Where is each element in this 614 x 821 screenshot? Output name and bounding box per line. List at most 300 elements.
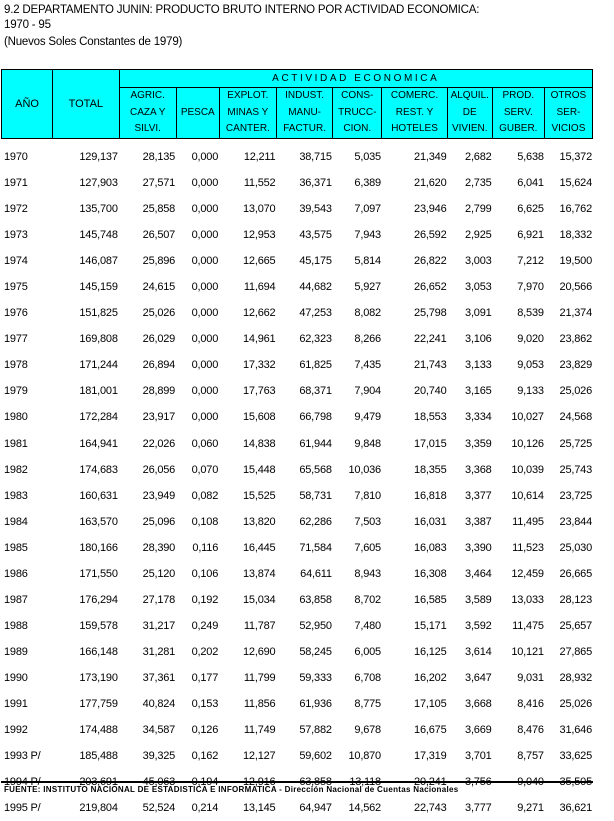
header-column <box>219 88 276 139</box>
value-cell: 16,585 <box>414 593 447 606</box>
value-cell: 23,844 <box>559 515 592 528</box>
table-row <box>1 144 593 170</box>
value-cell: 159,578 <box>79 619 118 632</box>
table-row <box>1 326 593 352</box>
header-column-line: HOTELES <box>391 123 438 134</box>
value-cell: 20,740 <box>414 385 447 398</box>
value-cell: 146,087 <box>79 255 118 268</box>
value-cell: 13,874 <box>243 567 276 580</box>
value-cell: 13,820 <box>243 515 276 528</box>
year-cell: 1988 <box>4 619 28 632</box>
table-row <box>1 222 593 248</box>
value-cell: 28,123 <box>559 593 592 606</box>
value-cell: 12,665 <box>243 255 276 268</box>
value-cell: 164,941 <box>79 437 118 450</box>
value-cell: 31,281 <box>142 645 176 658</box>
value-cell: 3,647 <box>465 671 492 684</box>
value-cell: 0,153 <box>191 698 219 710</box>
value-cell: 26,507 <box>142 229 176 242</box>
value-cell: 12,690 <box>243 645 276 658</box>
value-cell: 6,921 <box>517 229 544 242</box>
value-cell: 10,870 <box>348 750 381 763</box>
value-cell: 21,349 <box>414 151 447 164</box>
value-cell: 40,824 <box>142 698 176 710</box>
value-cell: 8,757 <box>517 750 544 763</box>
header-column-line: VICIOS <box>551 123 586 134</box>
value-cell: 0,177 <box>191 671 219 684</box>
header-column <box>447 88 492 139</box>
value-cell: 172,284 <box>79 411 118 424</box>
value-cell: 12,211 <box>243 151 276 164</box>
value-cell: 31,646 <box>559 724 592 737</box>
value-cell: 64,947 <box>299 802 332 815</box>
value-cell: 0,000 <box>191 359 219 372</box>
value-cell: 39,325 <box>142 750 176 763</box>
value-cell: 11,523 <box>512 541 544 554</box>
header-column-line: TRUCC- <box>338 106 377 118</box>
table-row <box>1 170 593 196</box>
value-cell: 0,000 <box>191 203 219 216</box>
header-column-line: OTROS <box>550 90 587 101</box>
value-cell: 2,925 <box>465 229 492 242</box>
value-cell: 61,825 <box>299 359 332 372</box>
year-cell: 1979 <box>4 385 28 398</box>
value-cell: 15,448 <box>243 463 276 476</box>
value-cell: 3,165 <box>465 385 492 398</box>
value-cell: 25,026 <box>559 385 592 398</box>
value-cell: 36,621 <box>559 802 592 815</box>
value-cell: 15,171 <box>414 619 447 632</box>
value-cell: 2,735 <box>465 177 492 190</box>
value-cell: 22,241 <box>414 333 447 346</box>
value-cell: 0,000 <box>191 411 219 424</box>
header-column-line: AGRIC. <box>130 90 165 101</box>
value-cell: 11,552 <box>243 177 276 190</box>
value-cell: 7,435 <box>354 359 381 372</box>
value-cell: 5,814 <box>354 255 381 268</box>
value-cell: 21,374 <box>559 307 592 320</box>
value-cell: 11,475 <box>512 619 544 632</box>
year-cell: 1977 <box>4 333 28 346</box>
header-column-line: SERV. <box>503 106 533 118</box>
value-cell: 3,390 <box>465 541 492 554</box>
year-cell: 1976 <box>4 307 28 320</box>
value-cell: 13,145 <box>243 802 276 815</box>
value-cell: 180,166 <box>79 541 118 554</box>
value-cell: 3,668 <box>465 698 492 710</box>
value-cell: 174,488 <box>79 724 118 737</box>
value-cell: 16,031 <box>414 515 447 528</box>
value-cell: 17,015 <box>414 437 447 450</box>
value-cell: 176,294 <box>79 593 118 606</box>
value-cell: 16,202 <box>414 671 447 684</box>
value-cell: 0,060 <box>191 437 219 450</box>
value-cell: 47,253 <box>299 307 332 320</box>
value-cell: 0,000 <box>191 307 219 320</box>
value-cell: 13,070 <box>243 203 276 216</box>
table-row <box>1 717 593 743</box>
header-column-line <box>177 121 219 138</box>
value-cell: 0,000 <box>191 385 219 398</box>
value-cell: 23,862 <box>559 333 592 346</box>
value-cell: 3,053 <box>465 281 492 294</box>
value-cell: 3,133 <box>465 359 492 372</box>
value-cell: 8,775 <box>354 698 381 710</box>
value-cell: 62,323 <box>299 333 332 346</box>
value-cell: 36,371 <box>299 177 332 190</box>
header-column-line: FACTUR. <box>283 123 326 134</box>
year-cell: 1992 <box>4 724 28 737</box>
value-cell: 8,082 <box>354 307 381 320</box>
value-cell: 63,858 <box>299 593 332 606</box>
value-cell: 12,953 <box>243 229 276 242</box>
value-cell: 23,949 <box>142 489 176 502</box>
value-cell: 64,611 <box>300 567 332 580</box>
value-cell: 14,961 <box>243 333 276 346</box>
value-cell: 15,608 <box>243 411 276 424</box>
value-cell: 135,700 <box>79 203 118 216</box>
value-cell: 3,377 <box>465 489 492 502</box>
value-cell: 33,625 <box>559 750 592 763</box>
value-cell: 5,927 <box>354 281 381 294</box>
year-cell: 1985 <box>4 541 28 554</box>
value-cell: 0,000 <box>191 151 219 164</box>
value-cell: 0,000 <box>191 229 219 242</box>
value-cell: 19,500 <box>559 255 592 268</box>
value-cell: 12,459 <box>511 567 544 580</box>
value-cell: 0,202 <box>191 645 219 658</box>
year-cell: 1982 <box>4 463 28 476</box>
value-cell: 59,602 <box>299 750 332 763</box>
value-cell: 25,657 <box>559 619 592 632</box>
value-cell: 31,217 <box>142 619 176 632</box>
year-cell: 1974 <box>4 255 28 268</box>
year-cell: 1995 P/ <box>4 802 41 815</box>
value-cell: 12,127 <box>243 750 276 763</box>
value-cell: 7,970 <box>517 281 544 294</box>
value-cell: 27,178 <box>142 593 176 606</box>
value-cell: 3,777 <box>465 802 492 815</box>
table-row <box>1 743 593 769</box>
value-cell: 16,125 <box>414 645 447 658</box>
value-cell: 8,266 <box>354 333 381 346</box>
header-column-line: REST. Y <box>395 106 434 118</box>
value-cell: 25,026 <box>142 307 176 320</box>
value-cell: 5,035 <box>354 151 381 164</box>
header-column-line: SILVI. <box>134 123 161 134</box>
header-column-line: PROD. <box>502 90 535 101</box>
data-table <box>1 144 593 821</box>
value-cell: 14,562 <box>348 802 381 815</box>
value-cell: 26,665 <box>559 567 592 580</box>
year-cell: 1975 <box>4 281 28 294</box>
value-cell: 20,566 <box>559 281 592 294</box>
value-cell: 160,631 <box>79 489 118 502</box>
table-row <box>1 483 593 509</box>
value-cell: 145,159 <box>79 281 118 294</box>
value-cell: 16,762 <box>559 203 592 216</box>
value-cell: 203,691 <box>79 776 118 789</box>
value-cell: 9,678 <box>354 724 381 737</box>
value-cell: 6,625 <box>517 203 544 216</box>
value-cell: 8,476 <box>517 724 544 737</box>
header-column-line: PESCA <box>180 106 215 118</box>
year-cell: 1970 <box>4 151 28 164</box>
value-cell: 8,943 <box>354 567 381 580</box>
value-cell: 3,368 <box>465 463 492 476</box>
value-cell: 71,584 <box>299 541 332 554</box>
value-cell: 5,638 <box>517 151 544 164</box>
header-column-line: MANU- <box>288 106 321 118</box>
value-cell: 11,749 <box>243 724 276 737</box>
value-cell: 8,702 <box>354 593 381 606</box>
value-cell: 127,903 <box>79 177 118 190</box>
value-cell: 7,904 <box>354 385 381 398</box>
header-column-line: VIVIEN. <box>451 123 488 134</box>
value-cell: 10,126 <box>511 437 544 450</box>
value-cell: 18,355 <box>414 463 447 476</box>
value-cell: 16,083 <box>414 541 447 554</box>
value-cell: 28,135 <box>142 151 176 164</box>
value-cell: 25,896 <box>142 255 176 268</box>
table-row <box>1 587 593 613</box>
year-cell: 1981 <box>4 437 28 450</box>
value-cell: 17,763 <box>243 385 276 398</box>
value-cell: 0,082 <box>191 489 219 502</box>
value-cell: 44,682 <box>299 281 332 294</box>
header-column-line: ALQUIL. <box>450 90 489 101</box>
value-cell: 23,946 <box>414 203 447 216</box>
value-cell: 22,026 <box>142 437 176 450</box>
value-cell: 15,372 <box>559 151 592 164</box>
value-cell: 0,106 <box>191 567 219 580</box>
value-cell: 9,479 <box>354 411 381 424</box>
value-cell: 174,683 <box>79 463 118 476</box>
value-cell: 26,652 <box>414 281 447 294</box>
header-year: AÑO <box>2 70 53 139</box>
value-cell: 16,445 <box>243 541 276 554</box>
value-cell: 6,041 <box>517 177 544 190</box>
value-cell: 25,096 <box>142 515 176 528</box>
value-cell: 6,005 <box>354 645 381 658</box>
value-cell: 62,286 <box>299 515 332 528</box>
value-cell: 2,682 <box>465 151 492 164</box>
table-row <box>1 613 593 639</box>
value-cell: 25,120 <box>142 567 176 580</box>
value-cell: 11,787 <box>243 619 276 632</box>
year-cell: 1990 <box>4 671 28 684</box>
value-cell: 58,245 <box>299 645 332 658</box>
value-cell: 0,214 <box>191 802 219 815</box>
header-activity-group: ACTIVIDAD ECONOMICA <box>119 70 592 88</box>
value-cell: 16,818 <box>414 489 447 502</box>
value-cell: 52,524 <box>142 802 176 815</box>
value-cell: 24,615 <box>142 281 176 294</box>
value-cell: 57,882 <box>299 724 332 737</box>
year-cell: 1984 <box>4 515 28 528</box>
value-cell: 17,105 <box>414 698 447 710</box>
value-cell: 26,029 <box>142 333 176 346</box>
value-cell: 61,944 <box>299 437 332 450</box>
value-cell: 3,091 <box>465 307 492 320</box>
value-cell: 58,731 <box>299 489 332 502</box>
value-cell: 0,126 <box>191 724 219 737</box>
value-cell: 25,030 <box>559 541 592 554</box>
value-cell: 9,040 <box>517 776 544 789</box>
value-cell: 15,624 <box>559 177 592 190</box>
value-cell: 9,848 <box>354 437 381 450</box>
header-column-line: CAZA Y <box>129 106 166 118</box>
header-column-line: EXPLOT. <box>227 90 269 101</box>
value-cell: 38,715 <box>299 151 332 164</box>
value-cell: 2,799 <box>465 203 492 216</box>
value-cell: 7,503 <box>354 515 381 528</box>
header-column-line: SER- <box>556 106 581 118</box>
value-cell: 8,539 <box>517 307 544 320</box>
value-cell: 166,148 <box>79 645 118 658</box>
header-column <box>277 88 333 139</box>
value-cell: 0,000 <box>191 255 219 268</box>
value-cell: 16,308 <box>414 567 447 580</box>
value-cell: 34,587 <box>142 724 176 737</box>
value-cell: 18,332 <box>559 229 592 242</box>
value-cell: 10,039 <box>511 463 544 476</box>
value-cell: 0,194 <box>191 776 219 789</box>
value-cell: 173,190 <box>79 671 118 684</box>
value-cell: 25,026 <box>559 698 592 710</box>
header-column-line: COMERC. <box>390 90 439 101</box>
value-cell: 7,943 <box>354 229 381 242</box>
year-cell: 1978 <box>4 359 28 372</box>
value-cell: 3,756 <box>465 776 492 789</box>
value-cell: 169,808 <box>79 333 118 346</box>
value-cell: 3,614 <box>465 645 492 658</box>
value-cell: 185,488 <box>79 750 118 763</box>
value-cell: 3,589 <box>465 593 492 606</box>
value-cell: 7,810 <box>354 489 381 502</box>
value-cell: 7,212 <box>517 255 544 268</box>
value-cell: 35,505 <box>559 776 592 789</box>
value-cell: 18,553 <box>414 411 447 424</box>
value-cell: 6,708 <box>354 671 381 684</box>
table-row <box>1 509 593 535</box>
value-cell: 39,543 <box>299 203 332 216</box>
table-row <box>1 274 593 300</box>
value-cell: 25,743 <box>559 463 592 476</box>
value-cell: 163,570 <box>79 515 118 528</box>
header-column-line: DE <box>462 106 477 118</box>
value-cell: 28,390 <box>142 541 176 554</box>
value-cell: 3,387 <box>465 515 492 528</box>
value-cell: 145,748 <box>79 229 118 242</box>
value-cell: 9,020 <box>517 333 544 346</box>
value-cell: 7,480 <box>354 619 381 632</box>
header-column <box>119 88 176 139</box>
value-cell: 26,056 <box>142 463 176 476</box>
table-row <box>1 665 593 691</box>
value-cell: 171,244 <box>79 359 118 372</box>
value-cell: 13,033 <box>511 593 544 606</box>
value-cell: 0,000 <box>191 333 219 346</box>
value-cell: 219,804 <box>79 802 118 815</box>
header-column-line: INDUST. <box>285 90 325 101</box>
value-cell: 15,034 <box>243 593 276 606</box>
value-cell: 0,116 <box>192 541 219 554</box>
value-cell: 3,106 <box>465 333 492 346</box>
value-cell: 25,725 <box>559 437 592 450</box>
header-column <box>176 88 219 139</box>
year-cell: 1980 <box>4 411 28 424</box>
value-cell: 63,858 <box>299 776 332 789</box>
value-cell: 27,865 <box>559 645 592 658</box>
value-cell: 177,759 <box>79 698 118 710</box>
value-cell: 9,271 <box>517 802 544 815</box>
value-cell: 0,108 <box>191 515 219 528</box>
value-cell: 10,027 <box>511 411 544 424</box>
value-cell: 3,464 <box>465 567 492 580</box>
value-cell: 0,000 <box>191 177 219 190</box>
year-cell: 1986 <box>4 567 28 580</box>
value-cell: 0,249 <box>191 619 219 632</box>
value-cell: 25,858 <box>142 203 176 216</box>
value-cell: 17,319 <box>414 750 447 763</box>
header-column <box>544 88 592 139</box>
value-cell: 3,003 <box>465 255 492 268</box>
value-cell: 9,031 <box>517 671 544 684</box>
value-cell: 21,620 <box>414 177 447 190</box>
value-cell: 66,798 <box>299 411 332 424</box>
year-cell: 1987 <box>4 593 28 606</box>
value-cell: 151,825 <box>79 307 118 320</box>
value-cell: 27,571 <box>142 177 176 190</box>
value-cell: 59,333 <box>299 671 332 684</box>
table-row <box>1 457 593 483</box>
value-cell: 45,175 <box>299 255 332 268</box>
value-cell: 181,001 <box>79 385 118 398</box>
value-cell: 23,829 <box>559 359 592 372</box>
value-cell: 11,694 <box>243 281 276 294</box>
value-cell: 22,743 <box>414 802 447 815</box>
table-title: 9.2 DEPARTAMENTO JUNIN: PRODUCTO BRUTO INTERNO POR ACTIVIDAD ECONOMICA: <box>4 4 480 16</box>
value-cell: 28,899 <box>142 385 176 398</box>
value-cell: 21,743 <box>414 359 447 372</box>
header-column <box>492 88 544 139</box>
table-header <box>1 69 593 139</box>
year-cell: 1989 <box>4 645 28 658</box>
year-cell: 1994 P/ <box>4 776 41 789</box>
header-column-line <box>177 88 219 105</box>
value-cell: 0,000 <box>191 281 219 294</box>
year-cell: 1983 <box>4 489 28 502</box>
value-cell: 3,592 <box>465 619 492 632</box>
table-row <box>1 431 593 457</box>
value-cell: 6,389 <box>354 177 381 190</box>
value-cell: 26,592 <box>414 229 447 242</box>
value-cell: 10,036 <box>348 463 381 476</box>
value-cell: 43,575 <box>299 229 332 242</box>
source-note: FUENTE: INSTITUTO NACIONAL DE ESTADISTICA E INFORMATICA - Dirección Nacional de Cuentas Nacionales <box>4 785 459 794</box>
value-cell: 23,725 <box>559 489 592 502</box>
header-column-line: CION. <box>343 123 372 134</box>
table-bottom-rule <box>1 781 593 783</box>
value-cell: 61,936 <box>299 698 332 710</box>
value-cell: 0,070 <box>191 463 219 476</box>
value-cell: 12,662 <box>243 307 276 320</box>
header-column-line: GUBER. <box>499 123 538 134</box>
value-cell: 9,133 <box>517 385 544 398</box>
value-cell: 24,568 <box>559 411 592 424</box>
table-row <box>1 639 593 665</box>
